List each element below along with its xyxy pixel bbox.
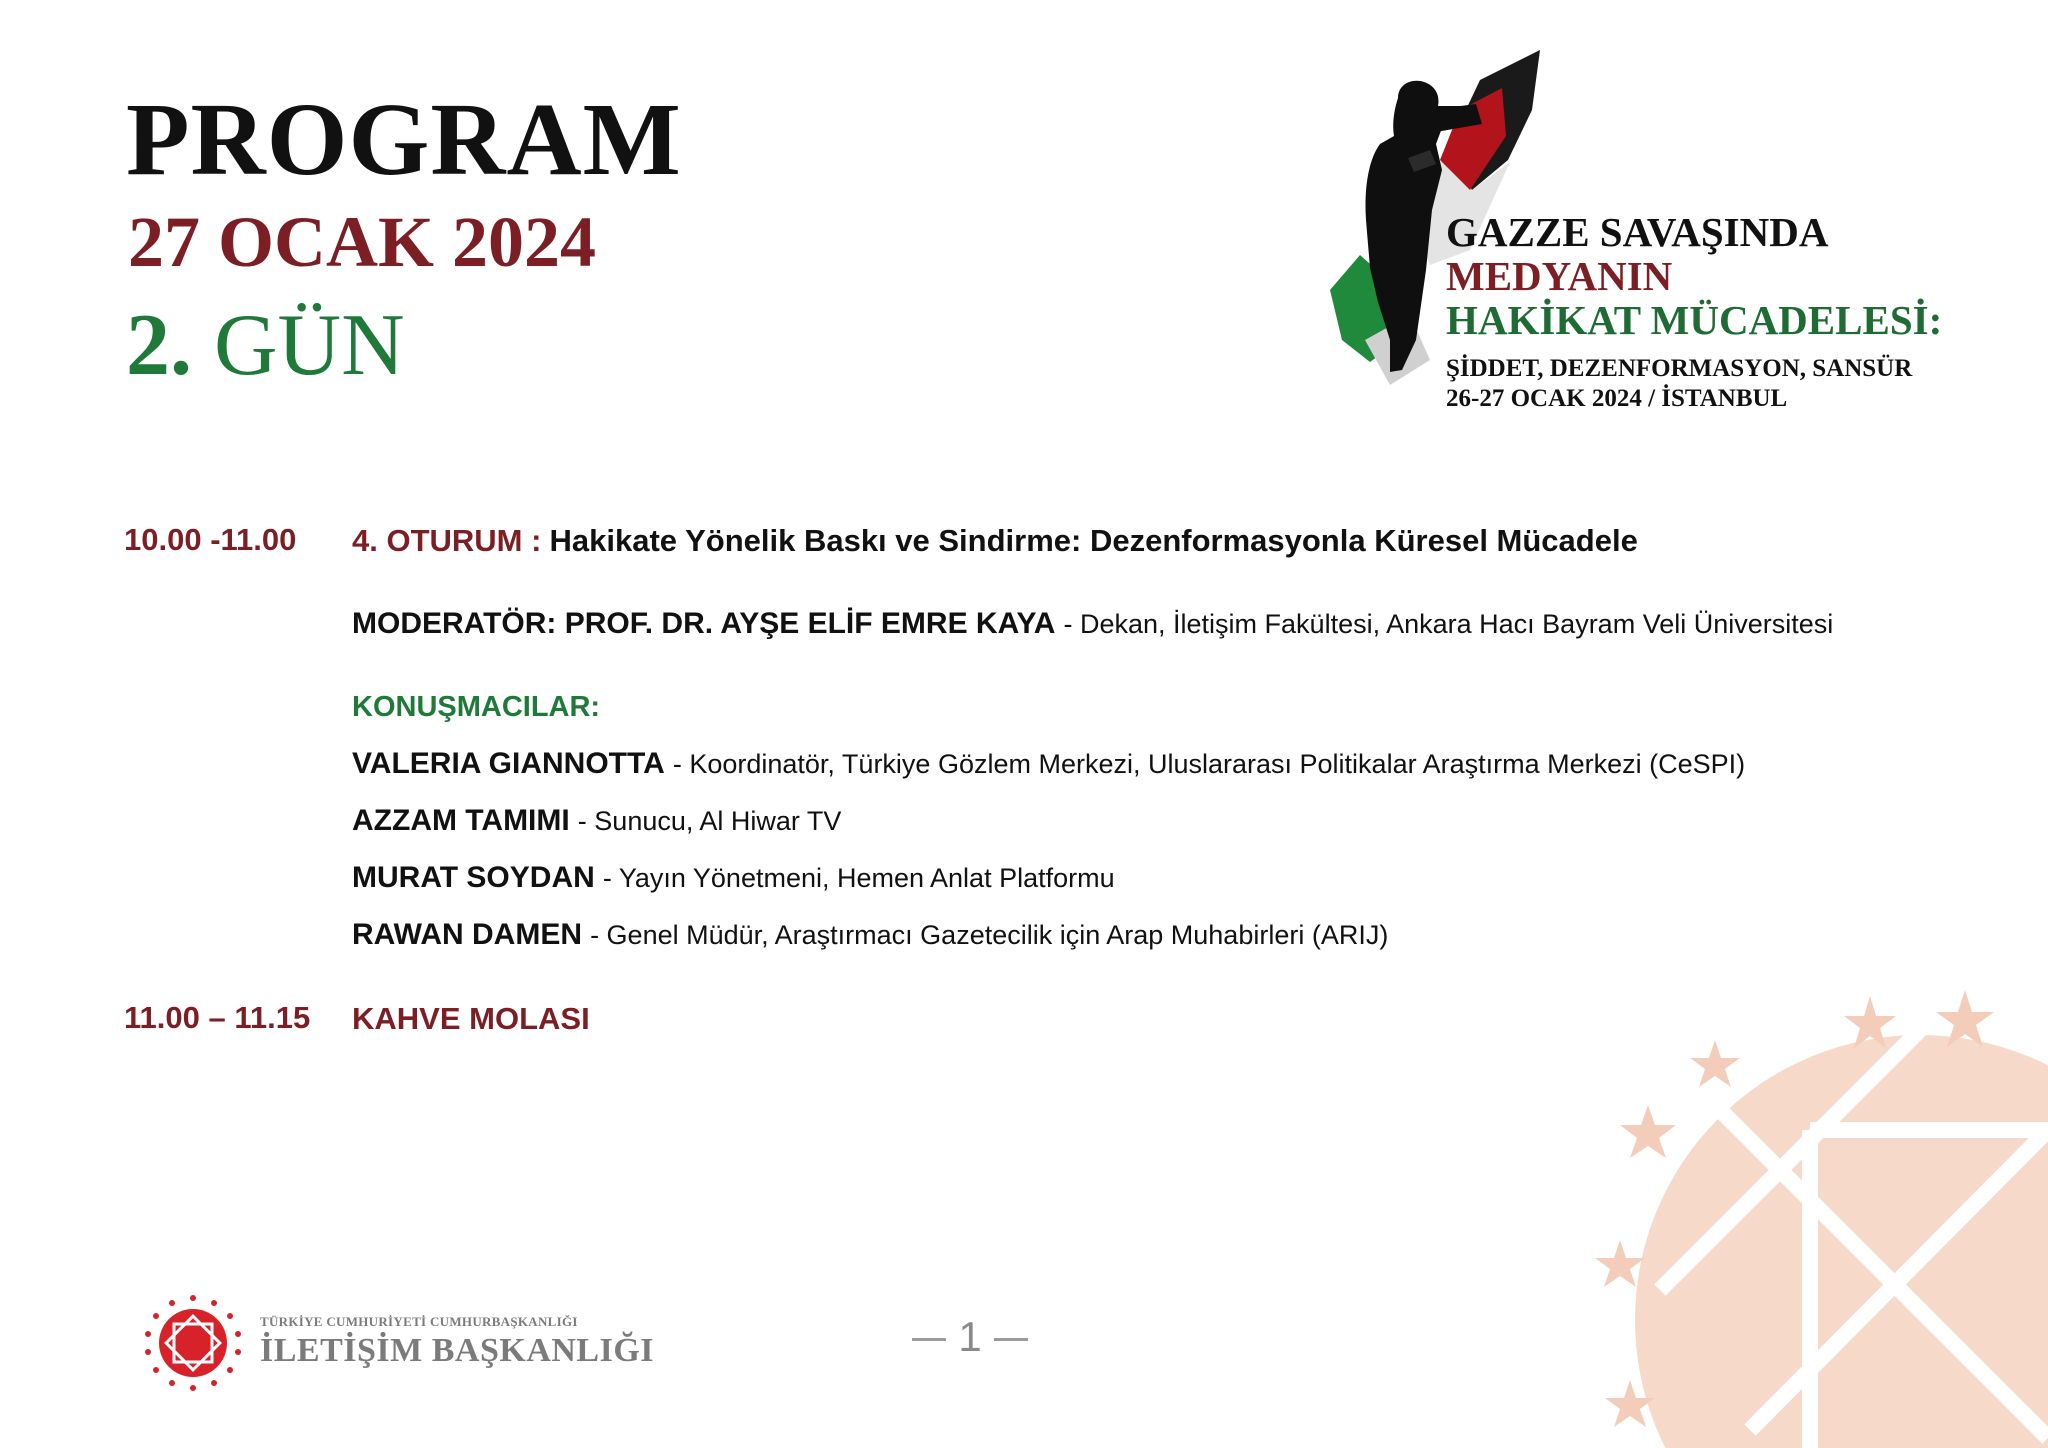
page-title: PROGRAM: [126, 82, 682, 197]
speaker-item: [352, 803, 841, 839]
session-time: 10.00 -11.00: [124, 522, 297, 557]
page-number: [900, 1313, 1040, 1360]
day-label: GÜN: [214, 297, 405, 394]
speaker-name: AZZAM TAMIMI: [352, 804, 570, 837]
session-label: 4. OTURUM :: [352, 523, 542, 558]
event-date-location: 26-27 OCAK 2024 / İSTANBUL: [1446, 385, 1788, 412]
footer-organization: [138, 1288, 658, 1398]
speaker-item: [352, 860, 1115, 896]
presidency-emblem-icon: [138, 1288, 248, 1398]
speaker-name: MURAT SOYDAN: [352, 861, 595, 894]
break-time: 11.00 – 11.15: [124, 1000, 311, 1035]
program-date: 27 OCAK 2024: [128, 202, 596, 282]
page-number-value: 1: [958, 1313, 982, 1360]
decorative-star-emblem: [1560, 960, 2048, 1448]
event-title-line2: MEDYANIN: [1446, 253, 1673, 299]
moderator-line: [352, 606, 1833, 642]
event-logo: [1270, 40, 1943, 420]
org-parent-name: TÜRKİYE CUMHURİYETİ CUMHURBAŞKANLIĞI: [260, 1314, 578, 1329]
event-title-line1: GAZZE SAVAŞINDA: [1446, 209, 1829, 255]
speaker-desc: - Yayın Yönetmeni, Hemen Anlat Platformu: [602, 863, 1115, 893]
day-number: 2.: [126, 297, 192, 394]
moderator-name: MODERATÖR: PROF. DR. AYŞE ELİF EMRE KAYA: [352, 607, 1056, 640]
dash-left: [912, 1338, 946, 1341]
org-name: İLETİŞİM BAŞKANLIĞI: [260, 1332, 655, 1369]
session-title: Hakikate Yönelik Baskı ve Sindirme: Dezenformasyonla Küresel Mücadele: [549, 523, 1638, 558]
moderator-desc: - Dekan, İletişim Fakültesi, Ankara Hacı Bayram Veli Üniversitesi: [1063, 609, 1834, 639]
speaker-desc: - Sunucu, Al Hiwar TV: [577, 806, 842, 836]
speaker-desc: - Genel Müdür, Araştırmacı Gazetecilik için Arap Muhabirleri (ARIJ): [590, 920, 1389, 950]
event-title-line3: HAKİKAT MÜCADELESİ:: [1446, 297, 1943, 343]
break-label: KAHVE MOLASI: [352, 1001, 590, 1036]
speaker-item: [352, 917, 1388, 953]
program-day: [126, 297, 405, 394]
session-heading: [352, 522, 1638, 560]
speaker-name: VALERIA GIANNOTTA: [352, 747, 665, 780]
speakers-heading: KONUŞMACILAR:: [352, 691, 601, 723]
speaker-item: [352, 746, 1745, 782]
dash-right: [994, 1338, 1028, 1341]
speaker-name: RAWAN DAMEN: [352, 918, 582, 951]
event-subtitle: ŞİDDET, DEZENFORMASYON, SANSÜR: [1446, 355, 1913, 382]
speaker-desc: - Koordinatör, Türkiye Gözlem Merkezi, Uluslararası Politikalar Araştırma Merkezi (CeSPI): [672, 749, 1746, 779]
